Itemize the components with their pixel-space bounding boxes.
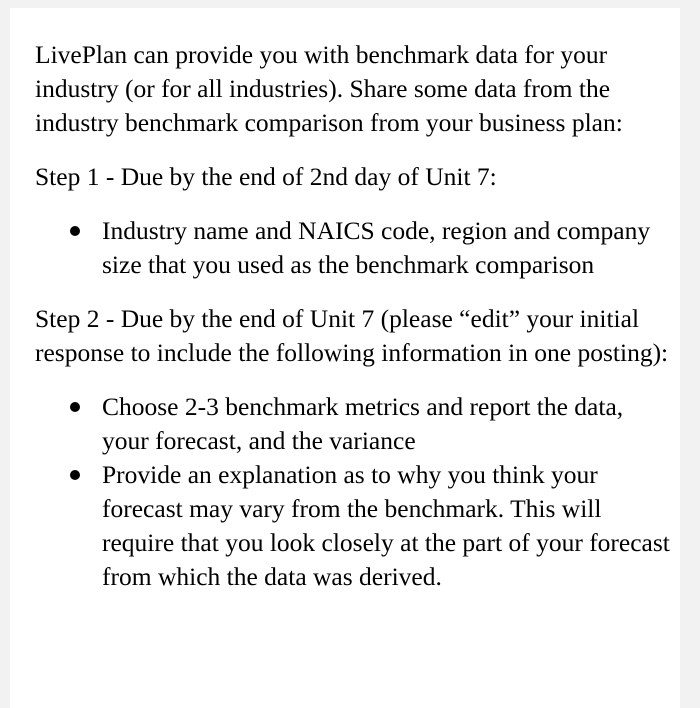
step-1-heading: Step 1 - Due by the end of 2nd day of Unit 7: (35, 162, 497, 191)
step-1-list (35, 214, 670, 282)
bullet-icon (70, 402, 80, 412)
intro-paragraph: LivePlan can provide you with benchmark data for your industry (or for all industries). Share some data from the industry benchmark comparison from your business plan: (35, 40, 623, 137)
bullet-icon (70, 226, 80, 236)
list-item (35, 390, 670, 458)
list-item (35, 214, 670, 282)
list-item-text: Provide an explanation as to why you think your forecast may vary from the benchmark. This will require that you look closely at the part of your forecast from which the data was derived. (102, 460, 670, 591)
assignment-card (10, 8, 680, 708)
list-item-text: Industry name and NAICS code, region and company size that you used as the benchmark comparison (102, 216, 651, 279)
step-2-heading: Step 2 - Due by the end of Unit 7 (please “edit” your initial response to include the following information in one posting): (35, 304, 669, 367)
step-2-list (35, 390, 670, 594)
bullet-icon (70, 470, 80, 480)
list-item-text: Choose 2-3 benchmark metrics and report the data, your forecast, and the variance (102, 392, 624, 455)
list-item (35, 458, 670, 594)
